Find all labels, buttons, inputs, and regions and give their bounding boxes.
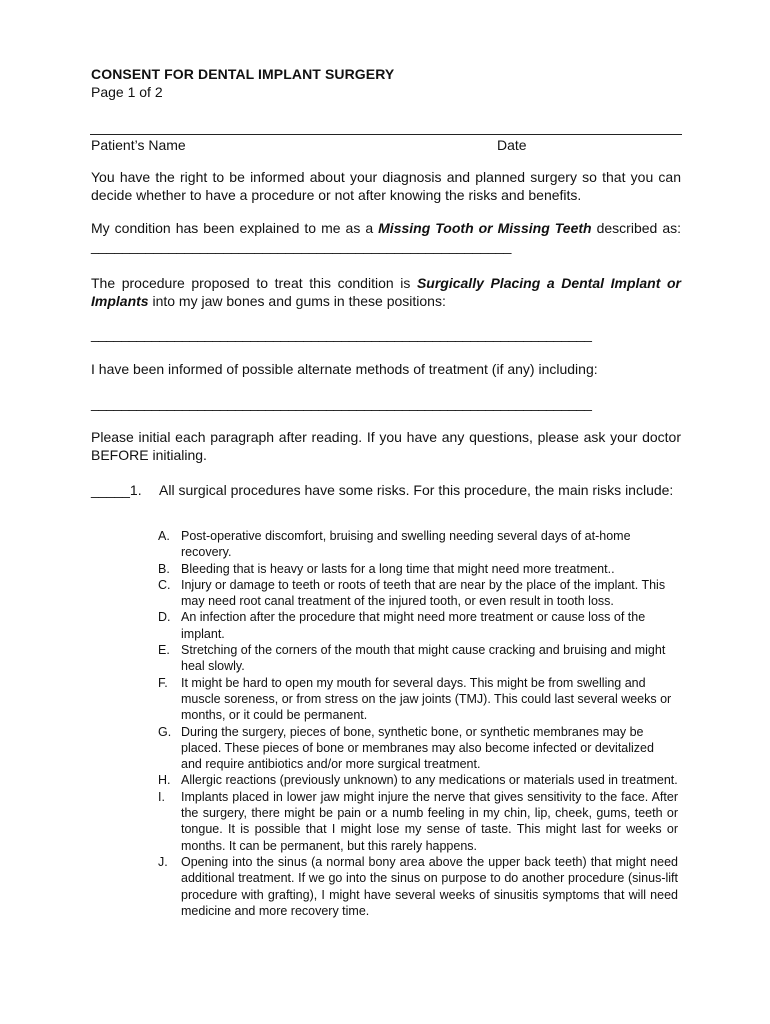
procedure-text-after: into my jaw bones and gums in these positions: (148, 293, 446, 309)
initial-blank: _____1. (91, 482, 142, 498)
list-item (158, 675, 678, 724)
list-letter: G. (158, 724, 172, 739)
list-text: Bleeding that is heavy or lasts for a long time that might need more treatment.. (181, 561, 615, 576)
positions-blank-line: __________________________________________________________________ (91, 326, 592, 342)
list-text: An infection after the procedure that might need more treatment or cause loss of the implant. (181, 610, 646, 641)
list-letter: I. (158, 789, 165, 804)
alternates-paragraph: I have been informed of possible alternate methods of treatment (if any) including: (91, 361, 598, 377)
list-item (158, 854, 678, 919)
list-text: It might be hard to open my mouth for several days. This might be from swelling and muscle soreness, or from stress on the jaw joints (TMJ). This could last several weeks or months, or it could be permanent. (181, 675, 672, 723)
intro-paragraph: You have the right to be informed about your diagnosis and planned surgery so that you can decide whether to have a procedure or not after knowing the risks and benefits. (91, 169, 681, 203)
instructions-paragraph: Please initial each paragraph after reading. If you have any questions, please ask your doctor BEFORE initialing. (91, 429, 681, 463)
list-letter: B. (158, 561, 170, 576)
list-text: Opening into the sinus (a normal bony area above the upper back teeth) that might need additional treatment. If we go into the sinus on purpose to do another procedure (sinus-lift procedure with grafting), I might have several weeks of sinusitis symptoms that will need medicine and more recovery time. (181, 854, 678, 918)
list-text: Allergic reactions (previously unknown) to any medications or materials used in treatment. (181, 773, 678, 788)
condition-paragraph (91, 219, 681, 255)
list-item (158, 724, 678, 773)
page-number: Page 1 of 2 (91, 84, 163, 100)
list-letter: F. (158, 675, 168, 690)
list-letter: H. (158, 773, 171, 788)
condition-text-after: described as: ______________________________________________________ (91, 220, 681, 254)
list-letter: C. (158, 577, 171, 592)
list-text: Injury or damage to teeth or roots of teeth that are near by the place of the implant. This may need root canal treatment of the injured tooth, or even result in tooth loss. (181, 577, 666, 609)
date-label: Date (497, 137, 527, 153)
list-text: Post-operative discomfort, bruising and swelling needing several days of at-home recovery. (181, 529, 631, 560)
condition-text-before: My condition has been explained to me as a (91, 220, 379, 236)
risk-item-1-text: All surgical procedures have some risks. For this procedure, the main risks include: (159, 482, 674, 498)
condition-emphasis: Missing Tooth or Missing Teeth (378, 220, 592, 236)
list-item (158, 609, 678, 642)
risks-list (158, 528, 678, 919)
list-letter: D. (158, 610, 171, 625)
procedure-text-before: The procedure proposed to treat this condition is (91, 275, 417, 291)
list-text: Implants placed in lower jaw might injure the nerve that gives sensitivity to the face. After the surgery, there might be pain or a numb feeling in my chin, lip, cheek, gums, teeth or tongue. It is possible that I might lose my sense of taste. This might last for weeks or months. It can be permanent, but this rarely happens. (181, 789, 678, 853)
list-item (158, 772, 678, 788)
document-title: CONSENT FOR DENTAL IMPLANT SURGERY (91, 66, 395, 82)
list-item (158, 789, 678, 854)
alternates-blank-line: __________________________________________________________________ (91, 395, 592, 411)
list-text: Stretching of the corners of the mouth that might cause cracking and bruising and might heal slowly. (181, 643, 666, 674)
procedure-paragraph (91, 274, 681, 310)
list-item (158, 577, 678, 610)
list-letter: E. (158, 643, 170, 658)
list-text: During the surgery, pieces of bone, synthetic bone, or synthetic membranes may be placed. These pieces of bone or membranes may also become infected or devitalized and require antibiotics and/or more surgical treatment. (181, 724, 654, 772)
list-item (158, 528, 678, 561)
signature-line (90, 134, 682, 135)
list-item (158, 561, 678, 577)
patient-name-label: Patient’s Name (91, 137, 186, 153)
procedure-emphasis: Surgically Placing a Dental Implant or Implants (91, 275, 681, 309)
list-letter: A. (158, 529, 170, 543)
list-letter: J. (158, 854, 168, 869)
list-item (158, 642, 678, 675)
